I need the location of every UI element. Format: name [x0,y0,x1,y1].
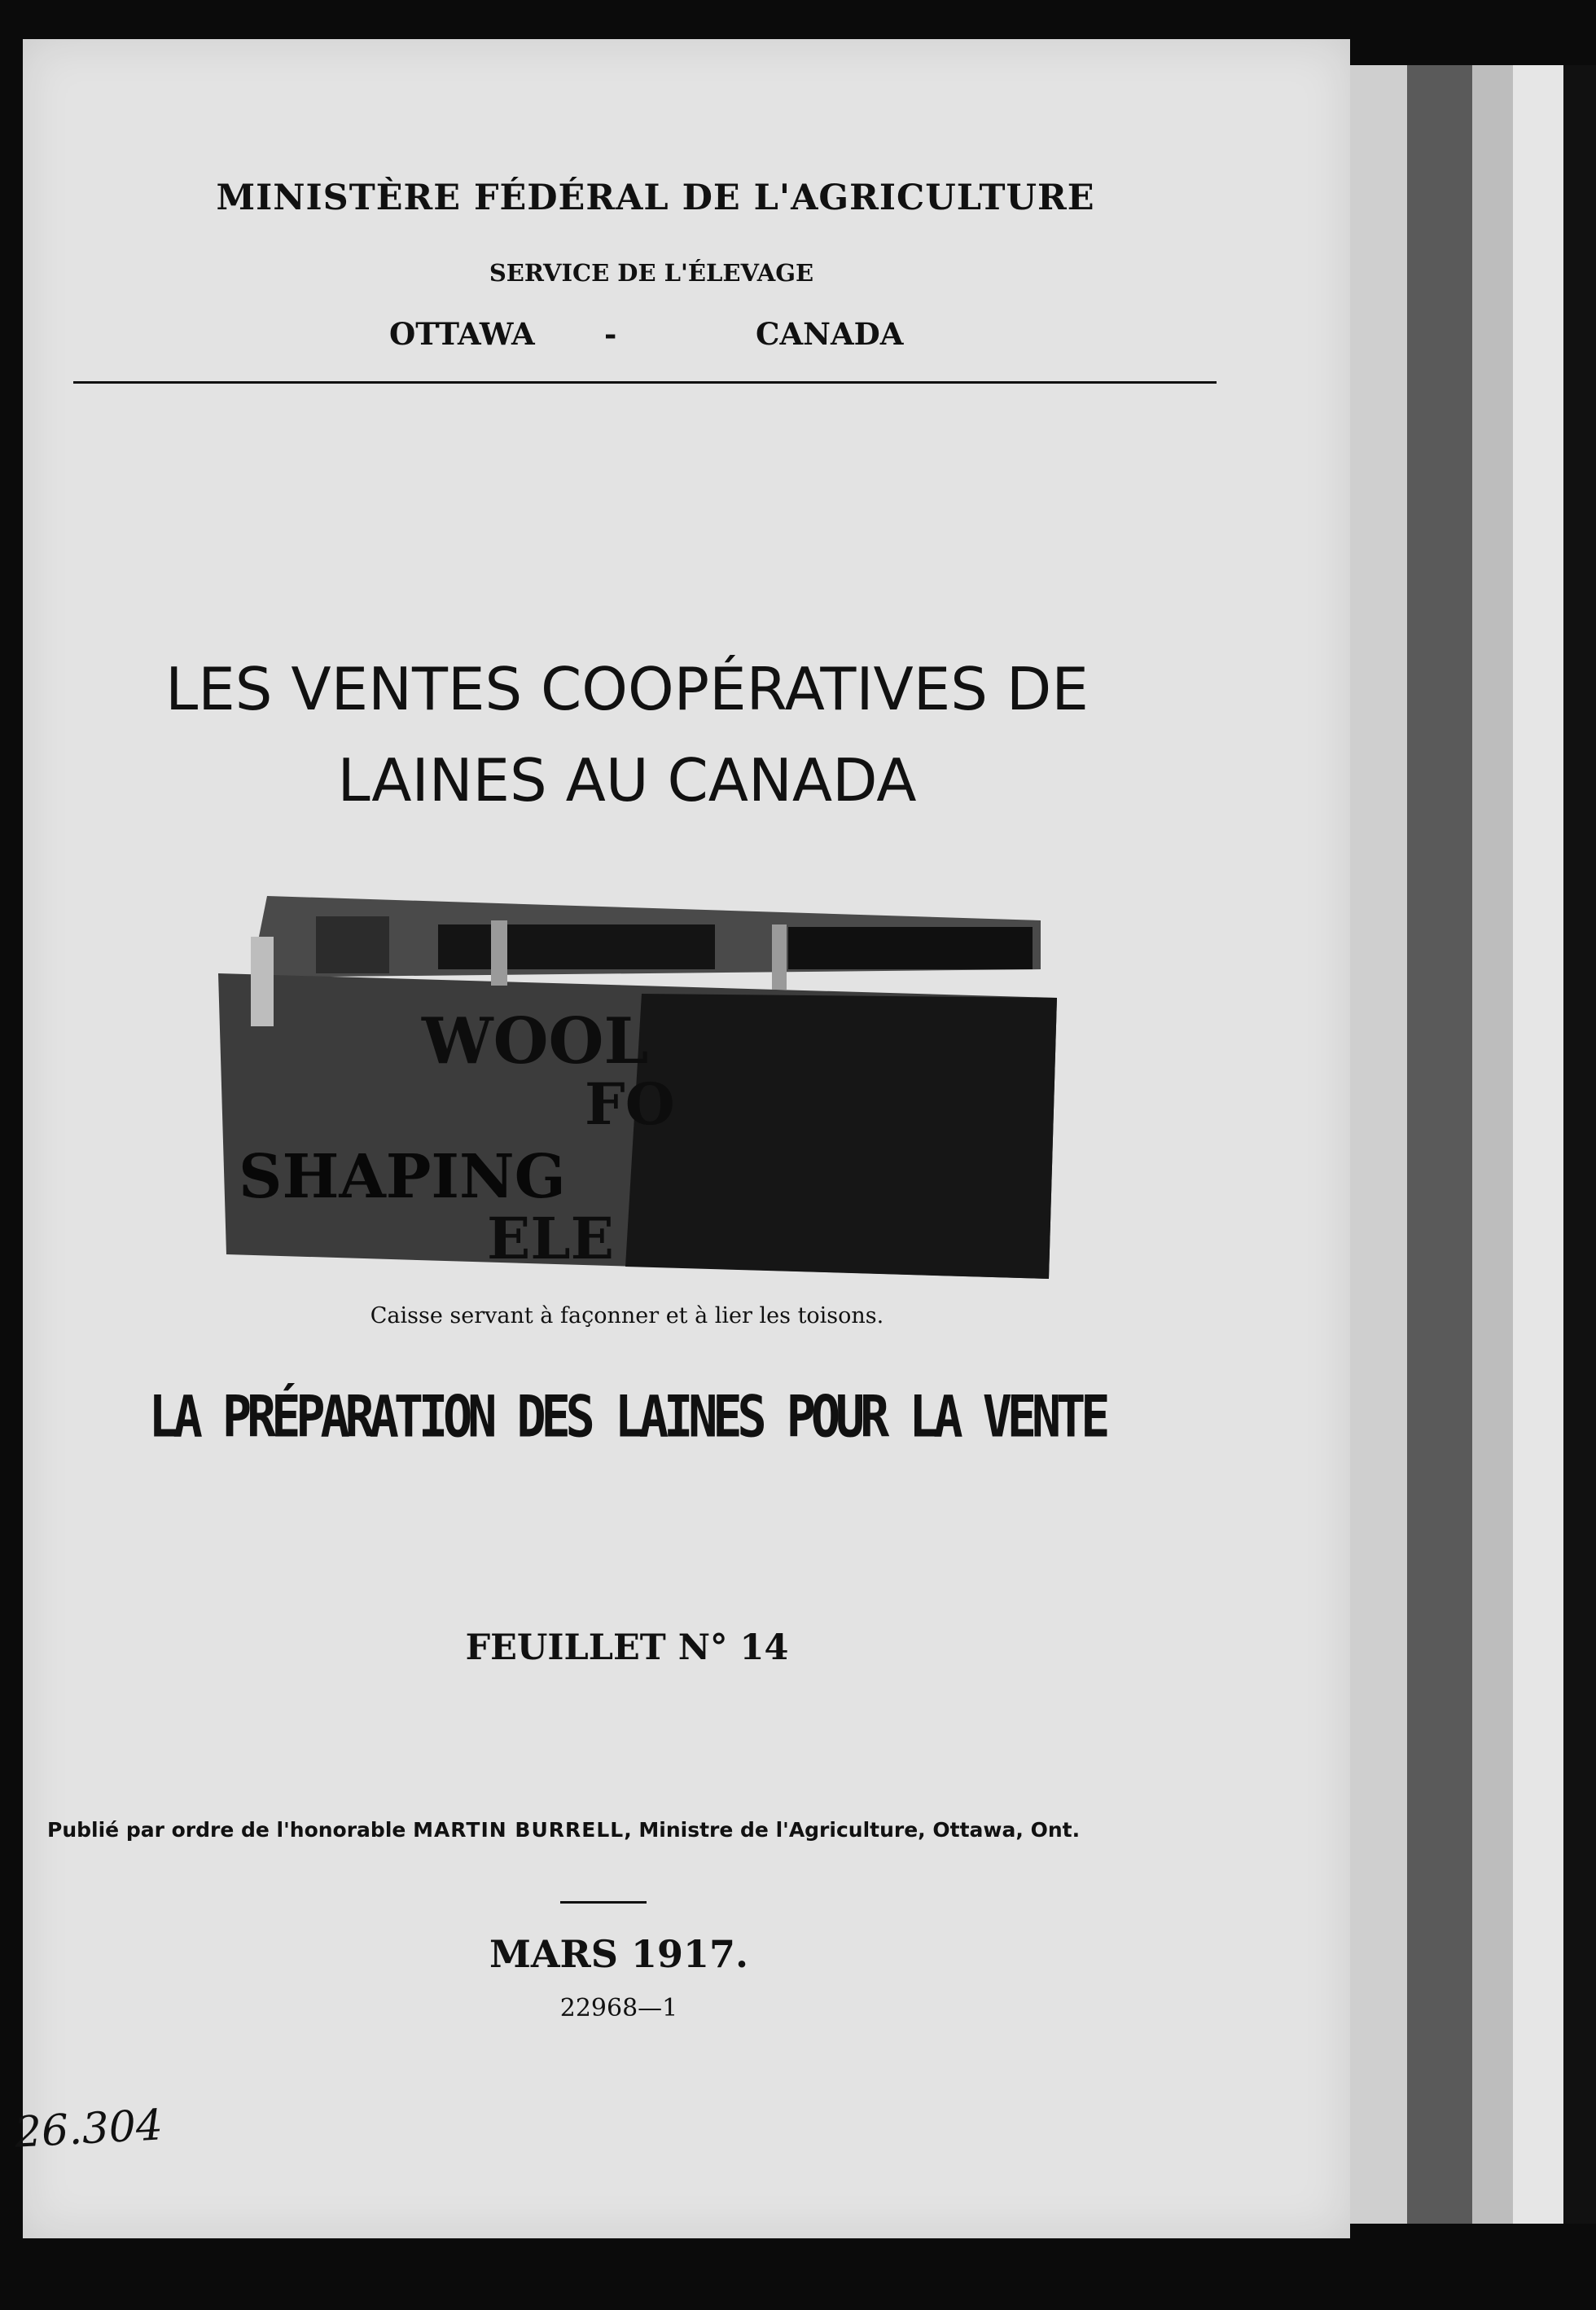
stencil-text-line-1: WOOL [422,1004,649,1078]
stencil-text-line-2: FO [585,1070,675,1138]
city-separator: - [604,316,617,352]
header-divider [73,381,1217,384]
title-line-2: LAINES AU CANADA [337,746,917,815]
document-subtitle: LA PRÉPARATION DES LAINES POUR LA VENTE [148,1383,1106,1451]
page-stack-edge [1407,65,1472,2224]
sheet-number: FEUILLET N° 14 [465,1627,789,1668]
page-stack-edge [1563,65,1596,2224]
ministry-heading: MINISTÈRE FÉDÉRAL DE L'AGRICULTURE [216,178,1095,218]
publication-date: MARS 1917. [489,1932,749,1976]
document-code: 22968—1 [559,1994,678,2022]
document-title [98,643,1156,826]
title-line-1: LES VENTES COOPÉRATIVES DE [165,655,1089,723]
page-stack-edge [1513,65,1563,2224]
publisher-suffix: , Ministre de l'Agriculture, Ottawa, Ont. [624,1818,1081,1842]
publisher-line [47,1818,1212,1842]
publisher-name: MARTIN BURRELL [413,1818,625,1842]
photo-caption: Caisse servant à façonner et à lier les toisons. [370,1303,884,1328]
handwritten-call-number: 26.304 [13,2101,164,2158]
publisher-prefix: Publié par ordre de l'honorable [47,1818,414,1842]
date-divider [560,1901,647,1904]
stencil-text-line-4: ELE [487,1205,614,1272]
city-label: OTTAWA [389,316,535,352]
service-heading: SERVICE DE L'ÉLEVAGE [489,259,814,287]
country-label: CANADA [756,316,904,352]
page-stack-edge [1472,65,1513,2224]
page-stack-edge [1350,65,1407,2224]
stencil-text-line-3: SHAPING [239,1142,566,1212]
wool-box-photo [218,896,1057,1279]
